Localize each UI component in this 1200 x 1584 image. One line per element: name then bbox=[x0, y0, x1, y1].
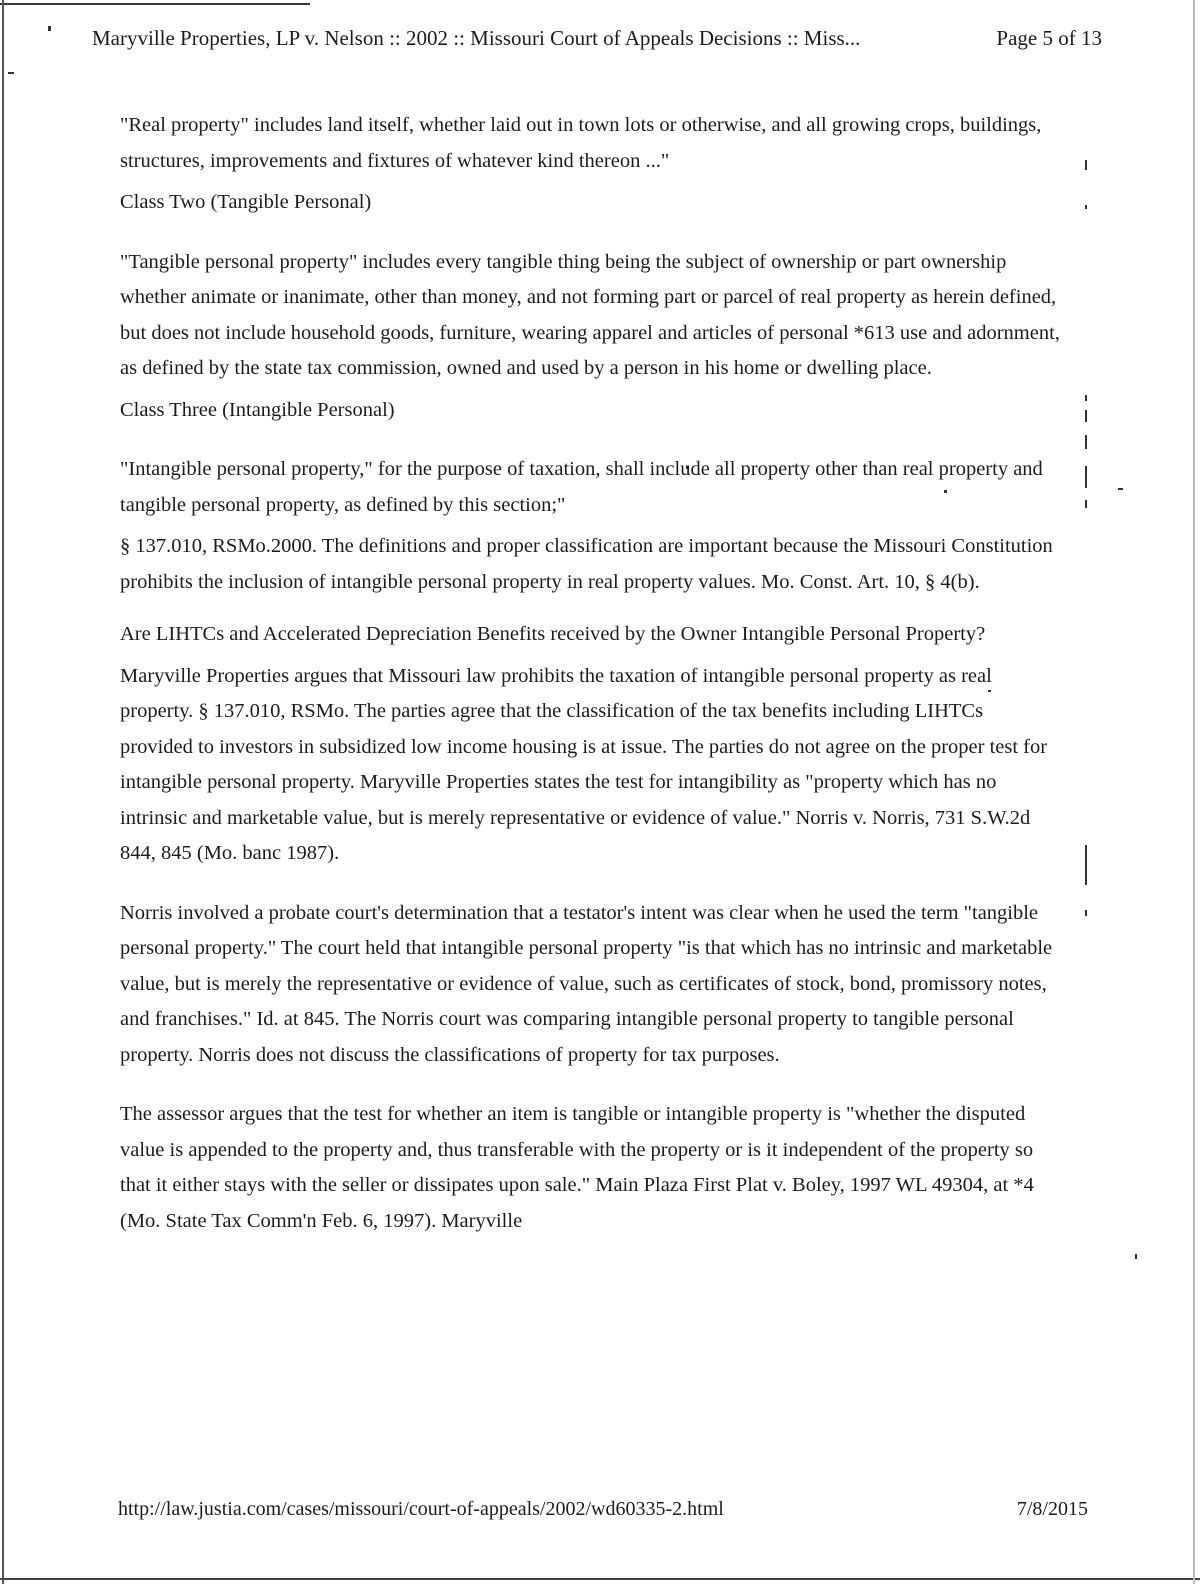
body-paragraph: Norris involved a probate court's determination that a testator's intent was clear when he used the term "tangible personal property." The court held that intangible personal property "is that which has no intrinsic and marketable value, but is merely the representative or evidence of value, such as certificates of stock, bond, promissory notes, and franchises." Id. at 845. The Norris court was comparing intangible personal property to tangible personal property. Norris does not discuss the classifications of property for tax purposes. bbox=[120, 901, 1053, 1066]
scan-speck bbox=[1085, 395, 1087, 401]
scan-speck bbox=[1085, 466, 1087, 488]
body-paragraph: Maryville Properties argues that Missouri law prohibits the taxation of intangible personal property as real property. § 137.010, RSMo. The parties agree that the classification of the tax benefits including LIHTCs provided to investors in subsidized low income housing is at issue. The parties do not agree on the proper test for intangible personal property. Maryville Properties states the test for intangibility as "property which has no intrinsic and marketable value, but is merely representative or evidence of value." Norris v. Norris, 731 S.W.2d 844, 845 (Mo. banc 1987). bbox=[120, 664, 1048, 864]
scan-speck bbox=[1118, 488, 1123, 490]
quote-paragraph: "Intangible personal property," for the purpose of taxation, shall include all property other than real property and tangible personal property, as defined by this section;" bbox=[120, 458, 1043, 516]
print-date: 7/8/2015 bbox=[1016, 1498, 1088, 1520]
document-body bbox=[120, 108, 1060, 1239]
print-footer bbox=[118, 1498, 1088, 1521]
page-number: Page 5 of 13 bbox=[996, 26, 1102, 50]
section-heading: Class Three (Intangible Personal) bbox=[120, 398, 395, 421]
scan-speck bbox=[1085, 500, 1087, 508]
scan-bottom-rule bbox=[0, 1578, 1200, 1580]
scan-speck bbox=[1085, 160, 1087, 170]
scan-speck bbox=[8, 72, 14, 74]
print-header bbox=[92, 26, 1102, 51]
scan-top-rule bbox=[0, 3, 310, 5]
section-heading: Class Two (Tangible Personal) bbox=[120, 191, 372, 213]
source-url: http://law.justia.com/cases/missouri/court-of-appeals/2002/wd60335-2.html bbox=[118, 1498, 724, 1520]
scan-speck bbox=[1085, 205, 1087, 209]
scan-right-rule bbox=[1193, 0, 1195, 1584]
body-paragraph: The assessor argues that the test for whether an item is tangible or intangible property is "whether the disputed value is appended to the property and, thus transferable with the property or is it independent of the property so that it either stays with the seller or dissipates upon sale." Main Plaza First Plat v. Boley, 1997 WL 49304, at *4 (Mo. State Tax Comm'n Feb. 6, 1997). Maryville bbox=[120, 1103, 1034, 1232]
body-paragraph: § 137.010, RSMo.2000. The definitions and proper classification are important because the Missouri Constitution prohibits the inclusion of intangible personal property in real property values. Mo. Const. Art. 10, § 4(b). bbox=[120, 535, 1053, 593]
scan-speck bbox=[1085, 435, 1087, 449]
scan-speck bbox=[1085, 845, 1087, 885]
scan-speck bbox=[1085, 410, 1087, 422]
section-heading: Are LIHTCs and Accelerated Depreciation Benefits received by the Owner Intangible Personal Property? bbox=[120, 623, 986, 645]
quote-paragraph: "Tangible personal property" includes every tangible thing being the subject of ownership or part ownership whether animate or inanimate, other than money, and not forming part or parcel of real property as herein defined, but does not include household goods, furniture, wearing apparel and articles of personal *613 use and adornment, as defined by the state tax commission, owned and used by a person in his home or dwelling place. bbox=[120, 250, 1060, 379]
document-title: Maryville Properties, LP v. Nelson :: 2002 :: Missouri Court of Appeals Decisions :: Miss... bbox=[92, 26, 861, 50]
scan-left-rule bbox=[2, 0, 4, 1584]
scan-speck bbox=[1085, 910, 1087, 916]
quote-paragraph: "Real property" includes land itself, whether laid out in town lots or otherwise, and all growing crops, buildings, structures, improvements and fixtures of whatever kind thereon ..." bbox=[120, 114, 1042, 172]
scan-speck bbox=[48, 26, 51, 31]
scan-speck bbox=[1135, 1254, 1137, 1259]
